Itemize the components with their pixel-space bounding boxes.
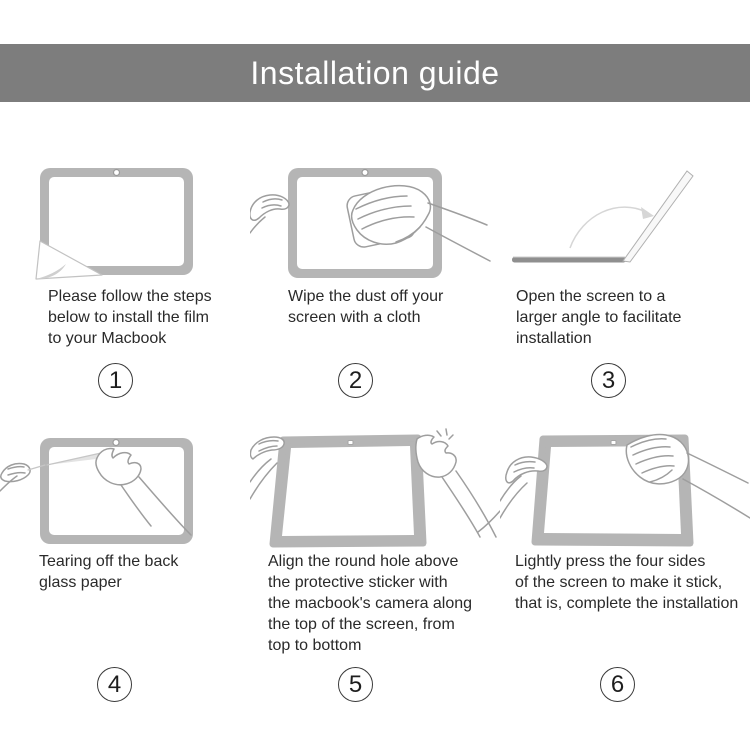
step-number-badge [97, 667, 132, 702]
caption-line: of the screen to make it stick, [515, 574, 723, 591]
step-caption [48, 286, 212, 349]
step-caption [268, 551, 472, 656]
tear-back-paper-icon [0, 425, 250, 560]
step-number-badge [338, 667, 373, 702]
step-caption [516, 286, 681, 349]
caption-line: below to install the film [48, 309, 209, 326]
step-caption [288, 286, 443, 328]
caption-line: to your Macbook [48, 330, 167, 347]
step-number: 6 [610, 670, 625, 698]
step-number-badge [98, 363, 133, 398]
step-number: 5 [348, 670, 363, 698]
caption-line: Lightly press the four sides [515, 553, 706, 570]
step-4-panel [0, 410, 250, 710]
step-2-panel [250, 140, 500, 440]
caption-line: glass paper [39, 574, 122, 591]
step-number-badge [591, 363, 626, 398]
step-caption [39, 551, 178, 593]
page-title: Installation guide [250, 54, 500, 91]
caption-line: screen with a cloth [288, 309, 421, 326]
screen-frame [40, 438, 193, 544]
laptop-base [512, 257, 626, 263]
caption-line: Please follow the steps [48, 288, 212, 305]
left-hand [250, 195, 289, 233]
right-hand [416, 429, 500, 537]
laptop-screen [623, 171, 693, 262]
align-film-icon [250, 425, 500, 560]
step-number-badge [600, 667, 635, 702]
step-number-badge [338, 363, 373, 398]
step-1-panel [0, 140, 250, 440]
caption-line: Tearing off the back [39, 553, 179, 570]
caption-line: the protective sticker with [268, 574, 448, 591]
caption-line: Wipe the dust off your [288, 288, 444, 305]
wipe-screen-icon [250, 155, 500, 290]
step-number: 1 [108, 366, 123, 394]
step-caption [515, 551, 738, 614]
step-number: 2 [348, 366, 363, 394]
left-hand [0, 463, 45, 491]
press-screen-icon [500, 425, 750, 560]
screen-frame [273, 438, 426, 547]
caption-line: the top of the screen, from [268, 616, 455, 633]
header-banner [0, 44, 750, 102]
step-6-panel [500, 410, 750, 710]
screen-peeling-film-icon [0, 155, 250, 290]
step-5-panel [250, 410, 500, 710]
step-number: 4 [107, 670, 122, 698]
open-laptop-icon [500, 155, 750, 290]
caption-line: top to bottom [268, 637, 362, 654]
caption-line: installation [516, 330, 592, 347]
caption-line: that is, complete the installation [515, 595, 739, 612]
step-3-panel [500, 140, 750, 440]
caption-line: the macbook's camera along [268, 595, 473, 612]
caption-line: Open the screen to a [516, 288, 666, 305]
step-number: 3 [601, 366, 616, 394]
caption-line: larger angle to facilitate [516, 309, 682, 326]
caption-line: Align the round hole above [268, 553, 459, 570]
